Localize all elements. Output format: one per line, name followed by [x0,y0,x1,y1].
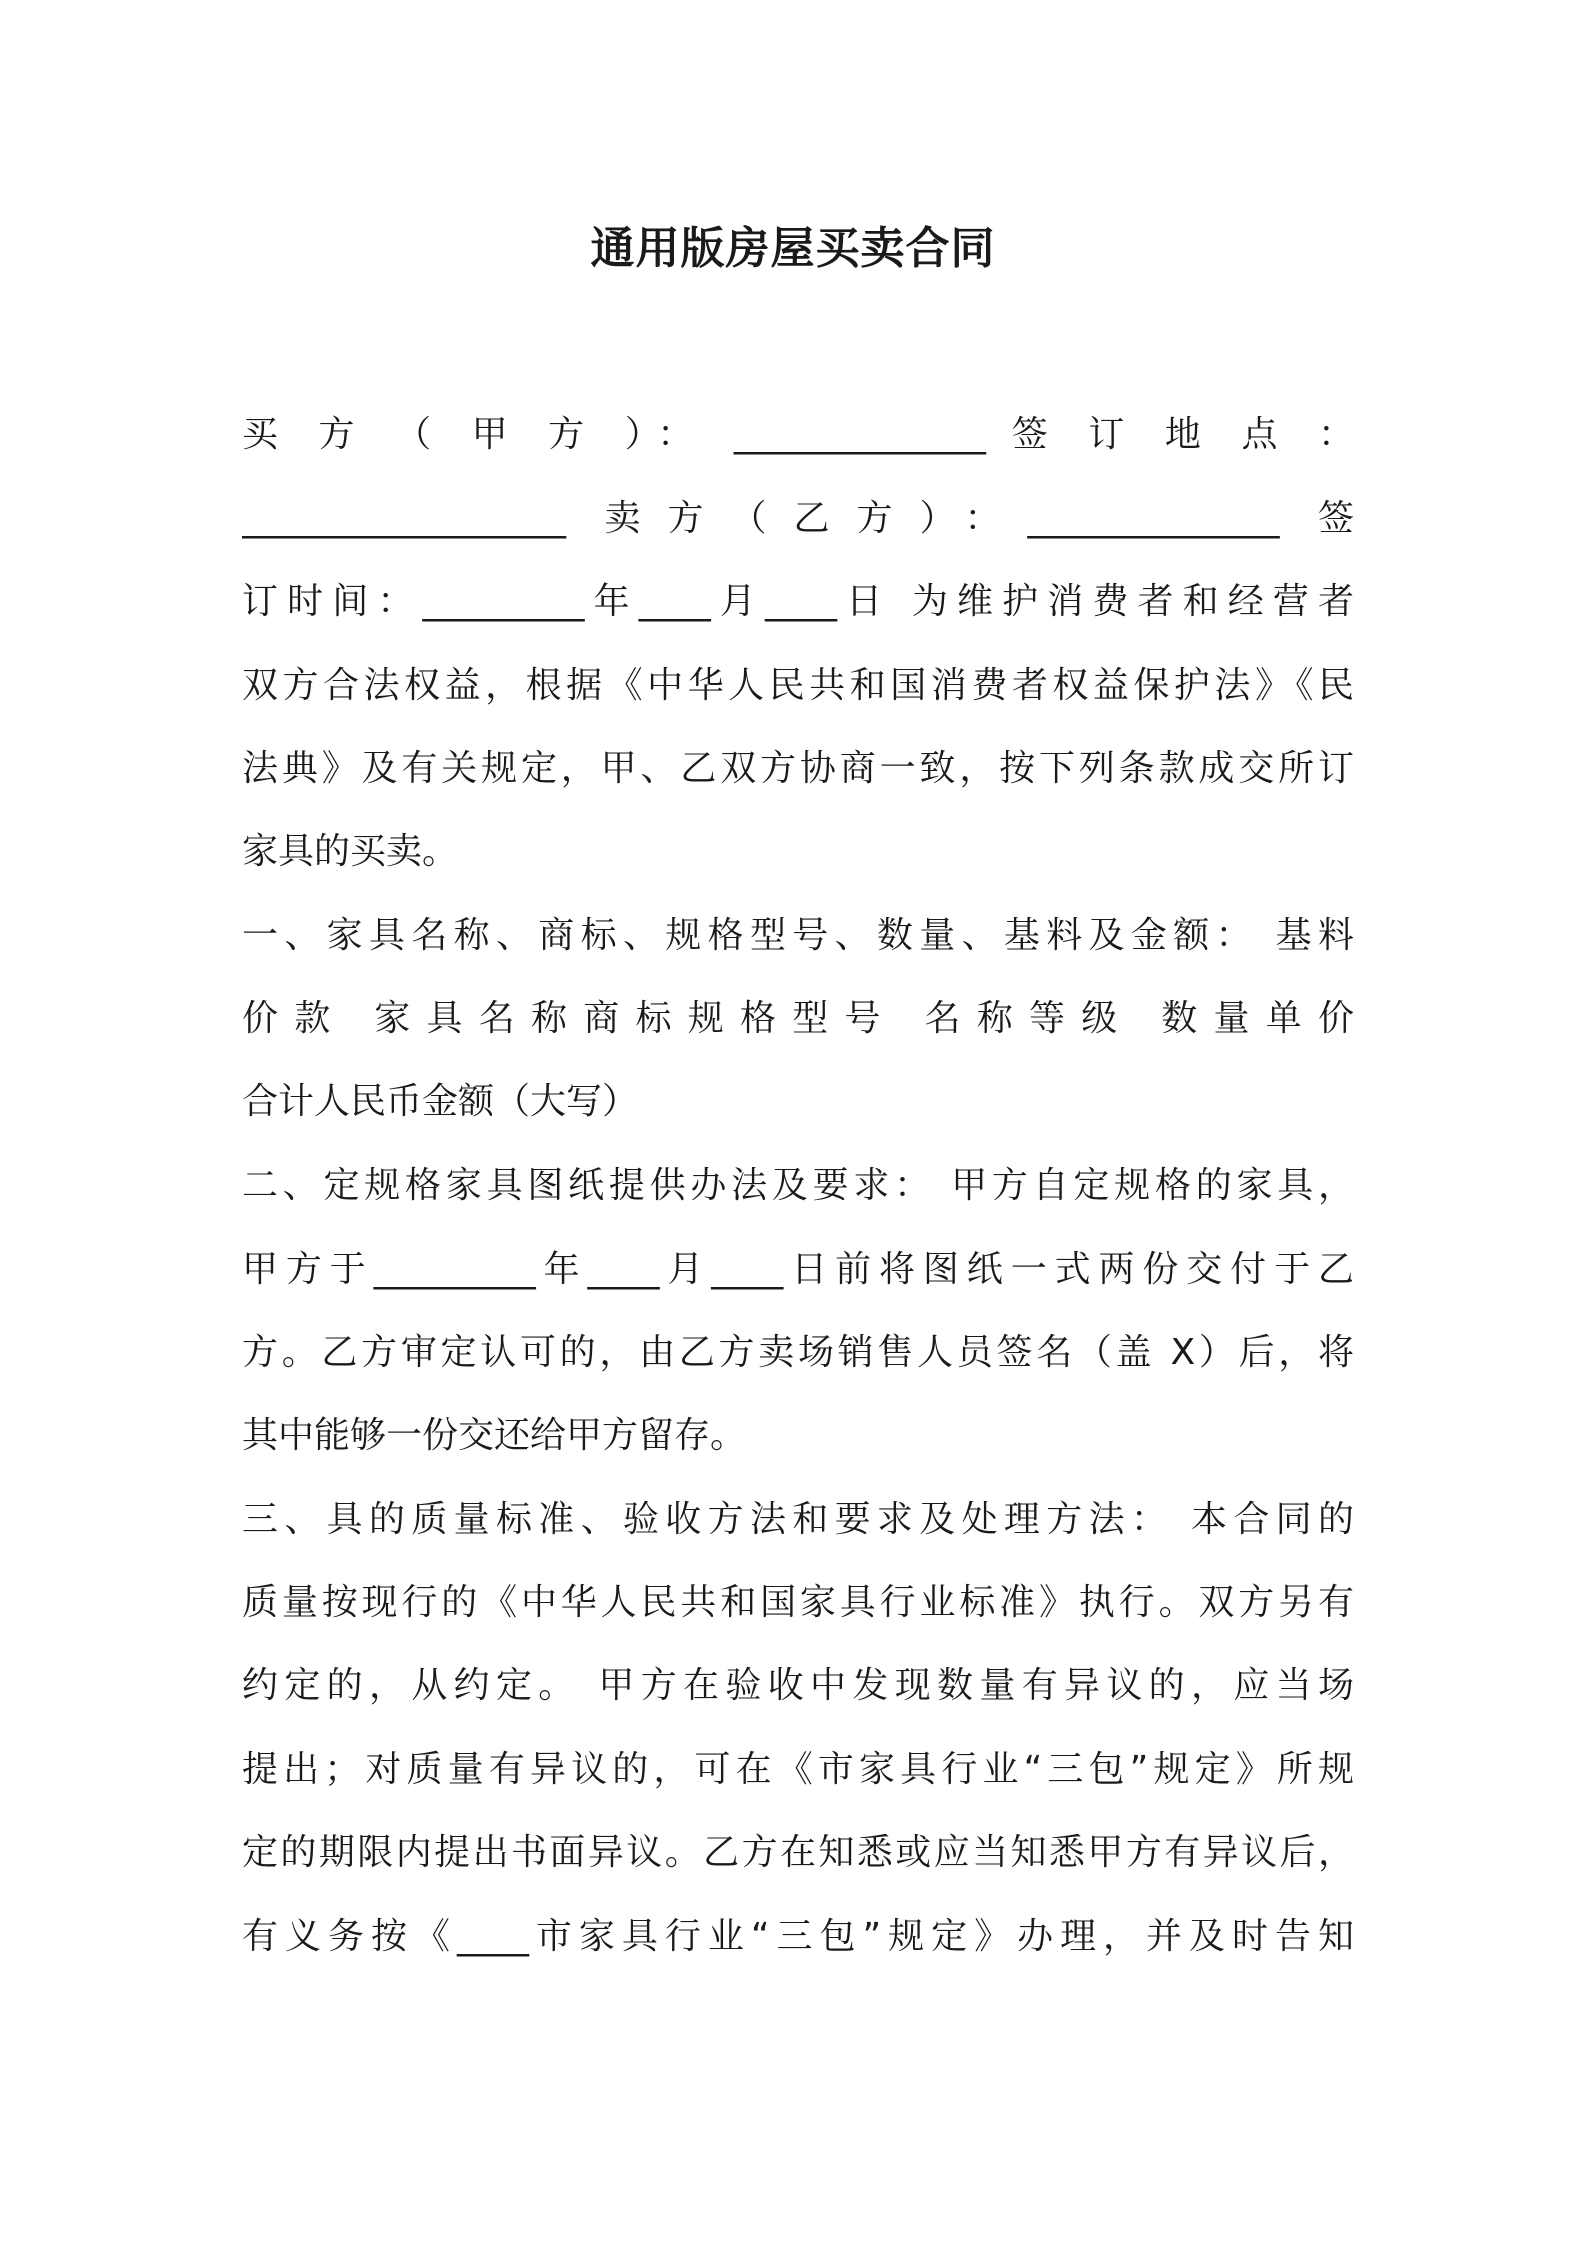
paragraph-line: 定的期限内提出书面异议。乙方在知悉或应当知悉甲方有异议后， [242,1832,1354,1873]
paragraph-line: 双方合法权益，根据《中华人民共和国消费者权益保护法》《民 [242,665,1354,706]
paragraph-line: 合计人民币金额（大写） [242,1081,639,1122]
paragraph-line: 家具的买卖。 [242,831,459,872]
paragraph-line: 订时间：_________年____月____日 为维护消费者和经营者 [242,581,1354,622]
paragraph-line: 方。乙方审定认可的，由乙方卖场销售人员签名（盖 X）后，将 [242,1332,1354,1373]
paragraph-line: __________________ 卖方（乙方）：______________ 签 [242,498,1354,539]
paragraph-line: 质量按现行的《中华人民共和国家具行业标准》执行。双方另有 [242,1582,1354,1623]
paragraph-line: 提出；对质量有异议的，可在《市家具行业“三包”规定》所规 [242,1749,1354,1790]
section-heading-line: 二、定规格家具图纸提供办法及要求： 甲方自定规格的家具， [242,1165,1354,1206]
paragraph-line: 有义务按《____市家具行业“三包”规定》办理，并及时告知 [242,1916,1354,1957]
paragraph-line: 买 方 （ 甲 方 ）： ______________ 签 订 地 点 ： [242,414,1354,455]
section-heading-line: 三、具的质量标准、验收方法和要求及处理方法： 本合同的 [242,1499,1354,1540]
paragraph-line: 法典》及有关规定，甲、乙双方协商一致，按下列条款成交所订 [242,748,1354,789]
paragraph-line: 其中能够一份交还给甲方留存。 [242,1415,747,1456]
paragraph-line: 甲方于_________年____月____日前将图纸一式两份交付于乙 [242,1249,1354,1290]
paragraph-line: 价款 家具名称商标规格型号 名称等级 数量单价 [242,998,1354,1039]
section-heading-line: 一、家具名称、商标、规格型号、数量、基料及金额： 基料 [242,915,1354,956]
document-title: 通用版房屋买卖合同 [590,223,996,274]
paragraph-line: 约定的，从约定。 甲方在验收中发现数量有异议的，应当场 [242,1665,1354,1706]
